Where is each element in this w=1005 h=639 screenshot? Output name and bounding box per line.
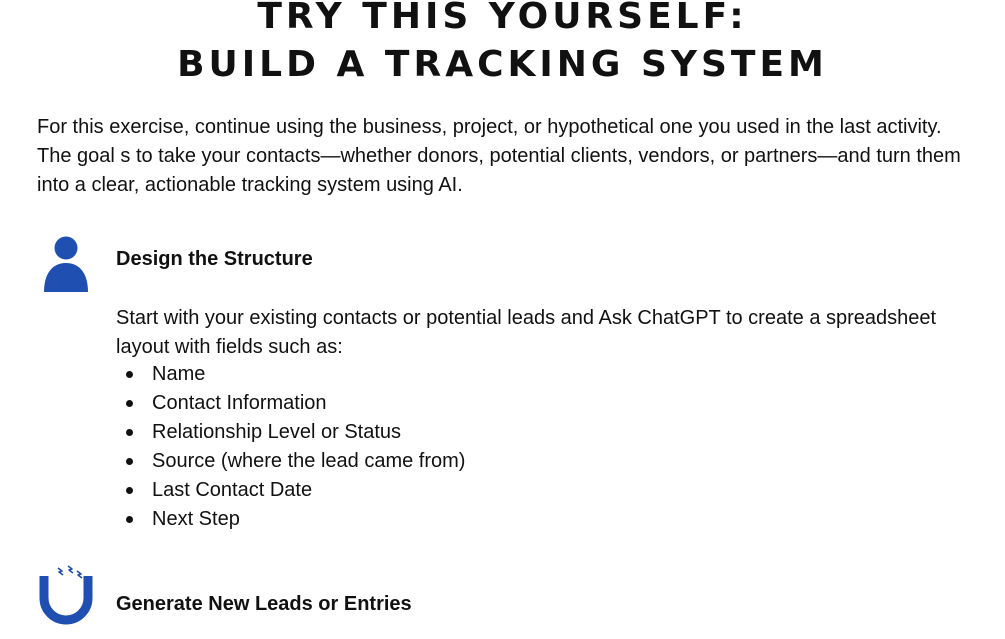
list-item-label: Name: [152, 363, 206, 385]
section-body-design-structure: Start with your existing contacts or potential leads and Ask ChatGPT to create a spreadsheet layout with fields such as:: [116, 307, 937, 358]
list-item: [116, 389, 465, 418]
page-title-line-2: BUILD A TRACKING SYSTEM: [177, 44, 828, 85]
section-heading-generate-leads: Generate New Leads or Entries: [116, 593, 412, 615]
list-item-label: Last Contact Date: [152, 479, 313, 501]
bullet-icon: [126, 400, 133, 407]
intro-paragraph: For this exercise, continue using the business, project, or hypothetical one you used in the last activity. The goal s to take your contacts—whether donors, potential clients, vendors, or partners—and turn them into a clear, actionable tracking system using AI.: [37, 116, 961, 196]
bullet-icon: [126, 429, 133, 436]
page-title-line-1: TRY THIS YOURSELF:: [257, 0, 748, 37]
magnet-icon: [38, 564, 98, 626]
list-item: [116, 505, 465, 534]
list-item: [116, 476, 465, 505]
list-item-label: Contact Information: [152, 392, 327, 414]
list-item: [116, 418, 465, 447]
section-heading-design-structure: Design the Structure: [116, 248, 313, 270]
person-icon: [42, 236, 90, 292]
bullet-icon: [126, 371, 133, 378]
bullet-icon: [126, 487, 133, 494]
list-item-label: Next Step: [152, 508, 240, 530]
field-list: [116, 360, 465, 534]
list-item: [116, 360, 465, 389]
list-item: [116, 447, 465, 476]
list-item-label: Source (where the lead came from): [152, 450, 466, 472]
bullet-icon: [126, 458, 133, 465]
bullet-icon: [126, 516, 133, 523]
list-item-label: Relationship Level or Status: [152, 421, 402, 443]
